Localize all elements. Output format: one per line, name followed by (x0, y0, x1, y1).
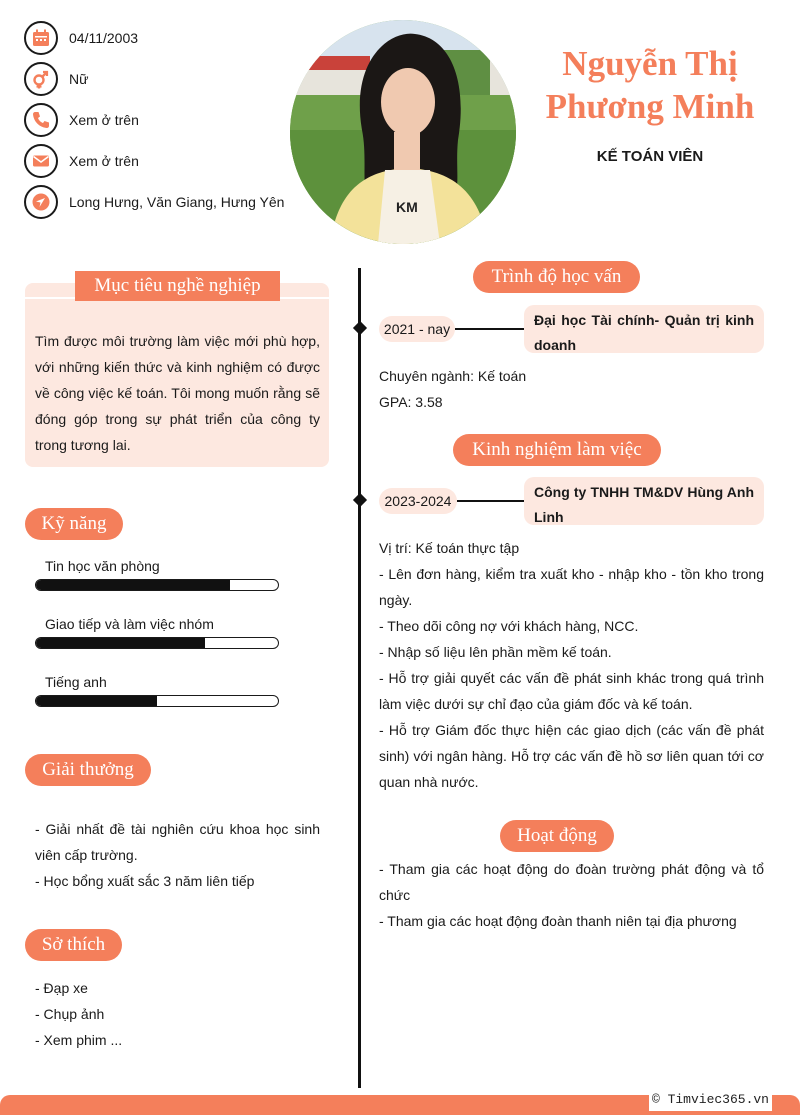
contact-email (24, 144, 294, 178)
calendar-icon (24, 21, 58, 55)
skill-label: Giao tiếp và làm việc nhóm (45, 616, 214, 632)
contact-phone (24, 103, 294, 137)
education-gpa: GPA: 3.58 (379, 394, 443, 410)
hobbies-heading: Sở thích (25, 929, 122, 961)
contact-address (24, 185, 294, 219)
experience-duty: - Hỗ trợ giải quyết các vấn đề phát sinh khác trong quá trình làm việc dưới sự chỉ đạo của giám đốc và kế toán. (379, 670, 764, 712)
objective-heading: Mục tiêu nghề nghiệp (75, 271, 280, 301)
profile-photo (290, 20, 516, 244)
profile-name (520, 42, 780, 128)
contact-text: Xem ở trên (69, 153, 139, 169)
experience-heading: Kinh nghiệm làm việc (453, 434, 661, 466)
timeline-marker (353, 321, 367, 335)
contact-text: Nữ (69, 71, 89, 87)
hobby-item: - Chụp ảnh (35, 1006, 105, 1022)
name-line-2: Phương Minh (545, 87, 755, 126)
contact-text: Long Hưng, Văn Giang, Hưng Yên (69, 194, 285, 210)
skill-bar-fill (36, 638, 205, 648)
education-school: Đại học Tài chính- Quản trị kinh doanh (524, 305, 764, 353)
skill-label: Tin học văn phòng (45, 558, 160, 574)
objective-text: Tìm được môi trường làm việc mới phù hợp, với những kiến thức và kinh nghiệm có được về công việc kế toán. Tôi mong muốn rằng sẽ đóng góp trong sự phát triển của công ty trong tương lai. (35, 333, 320, 453)
timeline-marker (353, 493, 367, 507)
activity-item: - Tham gia các hoạt động do đoàn trường phát động và tổ chức (379, 861, 764, 903)
activity-item: - Tham gia các hoạt động đoàn thanh niên tại địa phương (379, 913, 737, 929)
svg-text:KM: KM (396, 199, 418, 215)
hobby-item: - Đạp xe (35, 980, 88, 996)
skill-bar (35, 637, 279, 649)
experience-duty: - Theo dõi công nợ với khách hàng, NCC. (379, 618, 639, 634)
contact-birthdate (24, 21, 294, 55)
job-title: KẾ TOÁN VIÊN (596, 148, 704, 165)
timeline-connector (455, 328, 525, 330)
email-icon (24, 144, 58, 178)
contact-gender (24, 62, 294, 96)
skill-bar-fill (36, 696, 157, 706)
phone-icon (24, 103, 58, 137)
skill-bar (35, 695, 279, 707)
experience-duty: - Lên đơn hàng, kiểm tra xuất kho - nhập kho - tồn kho trong ngày. (379, 566, 764, 608)
timeline-line (358, 268, 361, 1088)
education-date: 2021 - nay (379, 316, 455, 342)
location-icon (24, 185, 58, 219)
contact-text: Xem ở trên (69, 112, 139, 128)
hobby-item: - Xem phim ... (35, 1032, 123, 1048)
name-line-1: Nguyễn Thị (562, 44, 738, 83)
skills-heading: Kỹ năng (25, 508, 123, 540)
skill-label: Tiếng anh (45, 674, 107, 690)
skill-bar (35, 579, 279, 591)
education-major: Chuyên ngành: Kế toán (379, 368, 527, 384)
awards-heading: Giải thưởng (25, 754, 151, 786)
experience-date: 2023-2024 (379, 488, 457, 514)
contact-text: 04/11/2003 (69, 30, 139, 46)
experience-company: Công ty TNHH TM&DV Hùng Anh Linh (524, 477, 764, 525)
activities-heading: Hoạt động (500, 820, 614, 852)
experience-duty: - Hỗ trợ Giám đốc thực hiện các giao dịch (các vấn đề phát sinh) với ngân hàng. Hỗ trợ các vấn đề hồ sơ liên quan tới cơ quan nhà nước. (379, 722, 764, 790)
education-heading: Trình độ học vấn (473, 261, 640, 293)
experience-position: Vị trí: Kế toán thực tập (379, 540, 520, 556)
timeline-connector (457, 500, 525, 502)
award-item: - Học bổng xuất sắc 3 năm liên tiếp (35, 873, 255, 889)
award-item: - Giải nhất đề tài nghiên cứu khoa học sinh viên cấp trường. (35, 821, 320, 863)
skill-bar-fill (36, 580, 230, 590)
gender-icon (24, 62, 58, 96)
footer-watermark: © Timviec365.vn (649, 1093, 772, 1111)
experience-duty: - Nhập số liệu lên phần mềm kế toán. (379, 644, 612, 660)
